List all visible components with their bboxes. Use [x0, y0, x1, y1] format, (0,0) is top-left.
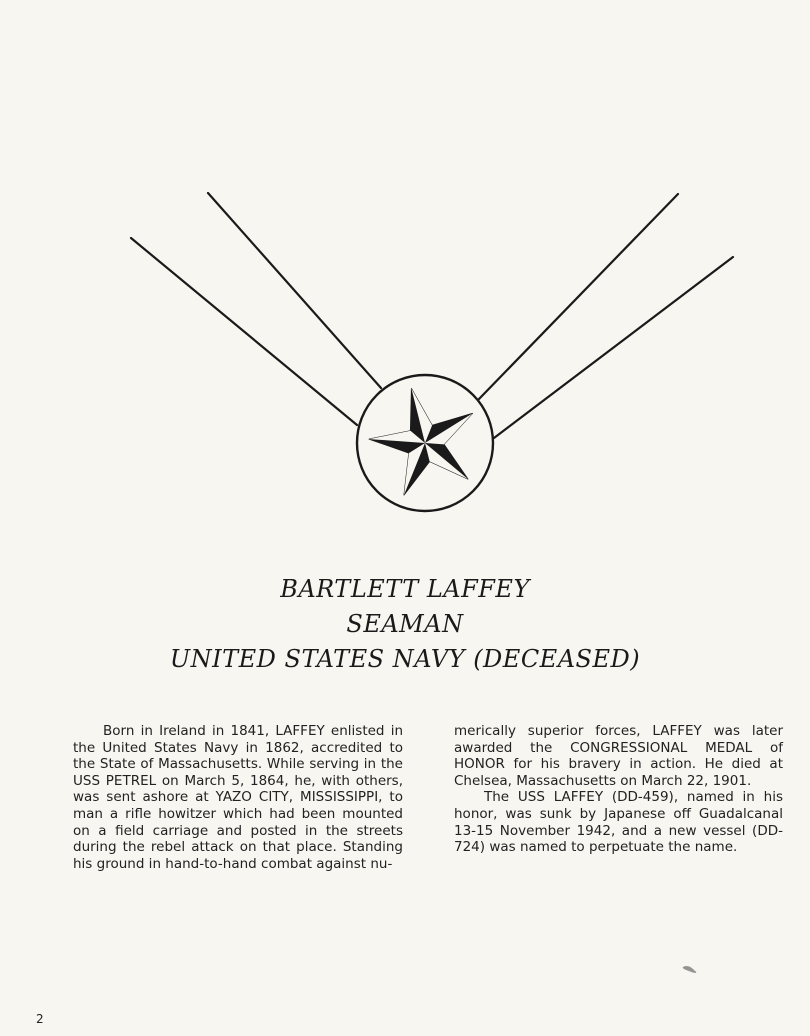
page-number: 2	[36, 1012, 44, 1026]
honoree-title-block	[0, 572, 810, 677]
honoree-rank: SEAMAN	[346, 610, 464, 638]
honoree-service: UNITED STATES NAVY (DECEASED)	[169, 645, 641, 673]
biography-paragraph-1: Born in Ireland in 1841, LAFFEY enlisted in the United States Navy in 1862, accredited to the State of Massachusetts. While serving in the USS PETREL on March 5, 1864, he, with others, was sent ashore at YAZO CITY, MISSISSIPPI, to man a rifle howitzer which had been mounted on a field carriage and posted in the streets during the rebel attack on that place. Standing his ground in hand-to-hand combat against nu-	[73, 723, 403, 872]
ribbon-line-outer-left	[131, 238, 357, 425]
biography-paragraph-2: The USS LAFFEY (DD-459), named in his honor, was sunk by Japanese off Guadalcanal 13-15 November 1942, and a new vessel (DD-724) was named to perpetuate the name.	[454, 789, 783, 856]
biography-column-left	[73, 723, 403, 872]
ribbon-line-inner-right	[479, 194, 678, 399]
ink-smudge	[682, 964, 698, 974]
star-medal-icon	[369, 389, 472, 495]
biography-paragraph-1-continued: merically superior forces, LAFFEY was later awarded the CONGRESSIONAL MEDAL of HONOR for his bravery in action. He died at Chelsea, Massachusetts on March 22, 1901.	[454, 723, 783, 789]
ribbon-line-inner-left	[208, 193, 381, 388]
honoree-name: BARTLETT LAFFEY	[280, 575, 530, 603]
ribbon-lines	[131, 193, 733, 438]
biography-column-right	[454, 723, 783, 856]
